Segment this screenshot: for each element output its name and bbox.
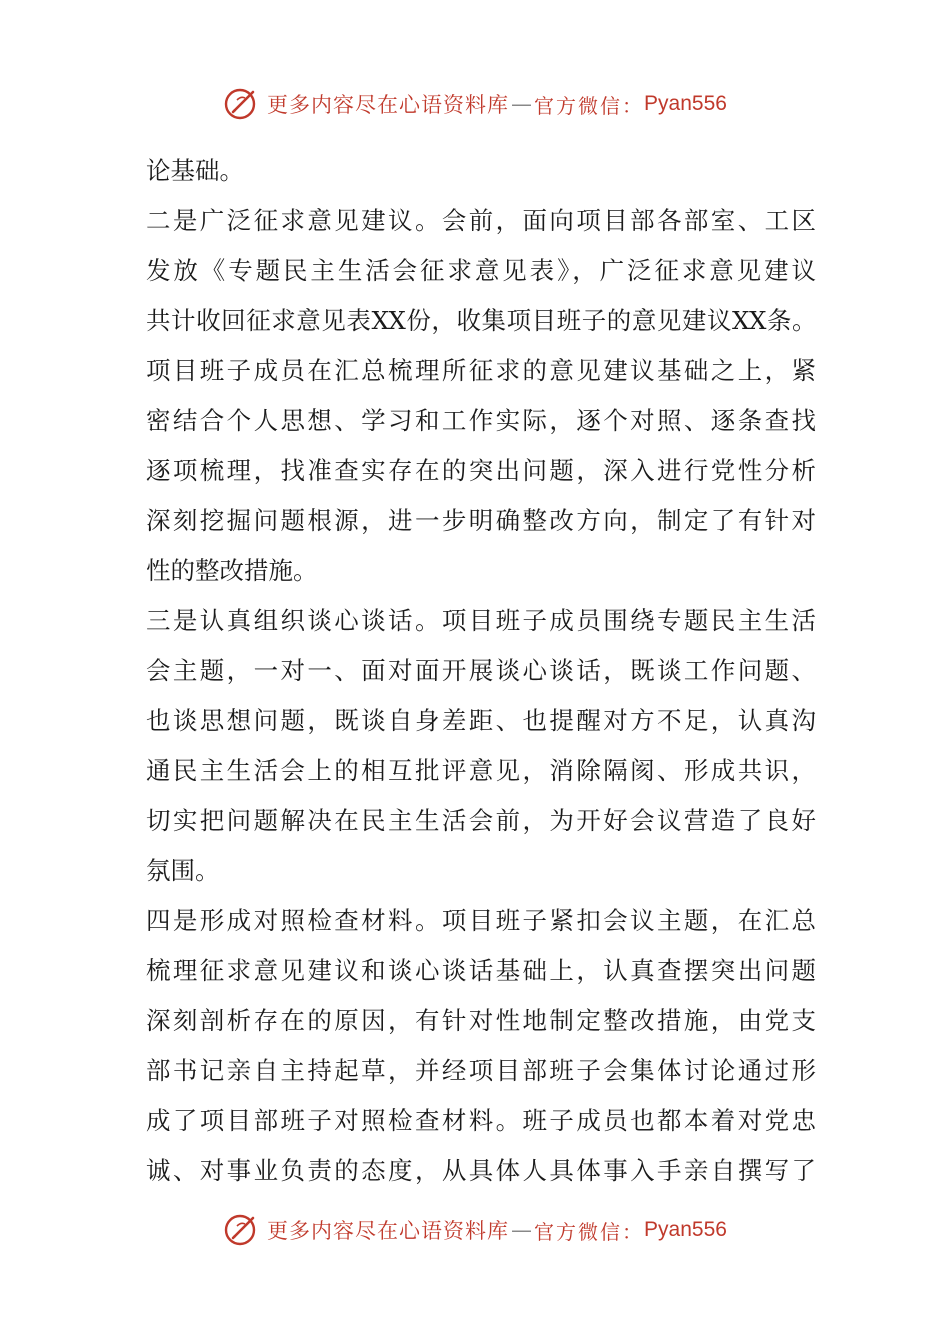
text-line: 发放《专题民主生活会征求意见表》，广泛征求意见建议 xyxy=(146,256,816,285)
text-line: 密结合个人思想、学习和工作实际，逐个对照、逐条查找 xyxy=(146,406,816,435)
text-line: 部书记亲自主持起草，并经项目部班子会集体讨论通过形 xyxy=(146,1056,816,1085)
pen-logo-icon xyxy=(223,86,261,122)
text-line: 二是广泛征求意见建议。会前，面向项目部各部室、工区 xyxy=(146,206,816,235)
text-line: 会主题，一对一、面对面开展谈心谈话，既谈工作问题、 xyxy=(146,656,816,685)
text-line: 四是形成对照检查材料。项目班子紧扣会议主题，在汇总 xyxy=(146,906,816,935)
text-line: 逐项梳理，找准查实存在的突出问题，深入进行党性分析 xyxy=(146,456,816,485)
text-line: 论基础。 xyxy=(146,156,244,185)
text-line: 也谈思想问题，既谈自身差距、也提醒对方不足，认真沟 xyxy=(146,706,816,735)
banner-wechat-id: Pyan556 xyxy=(644,92,727,115)
banner-dash: — xyxy=(511,92,533,116)
text-line: 共计收回征求意见表XX份，收集项目班子的意见建议XX条。 xyxy=(146,306,816,335)
footer-watermark-banner xyxy=(0,1208,950,1252)
header-watermark-banner xyxy=(0,82,950,126)
banner-wechat-label: 官方微信： xyxy=(534,93,645,118)
text-line: 深刻挖掘问题根源，进一步明确整改方向，制定了有针对 xyxy=(146,506,816,535)
document-body xyxy=(146,146,816,1196)
text-line: 成了项目部班子对照检查材料。班子成员也都本着对党忠 xyxy=(146,1106,816,1135)
pen-logo-icon xyxy=(223,1212,261,1248)
banner-wechat-label: 官方微信： xyxy=(534,1219,645,1244)
text-line: 性的整改措施。 xyxy=(146,556,318,585)
text-line: 氛围。 xyxy=(146,856,220,885)
text-line: 通民主生活会上的相互批评意见，消除隔阂、形成共识， xyxy=(146,756,816,785)
text-line: 三是认真组织谈心谈话。项目班子成员围绕专题民主生活 xyxy=(146,606,816,635)
text-line: 梳理征求意见建议和谈心谈话基础上，认真查摆突出问题 xyxy=(146,956,816,985)
banner-dash: — xyxy=(511,1218,533,1242)
text-line: 诚、对事业负责的态度，从具体人具体事入手亲自撰写了 xyxy=(146,1156,816,1185)
text-line: 深刻剖析存在的原因，有针对性地制定整改措施，由党支 xyxy=(146,1006,816,1035)
text-line: 项目班子成员在汇总梳理所征求的意见建议基础之上，紧 xyxy=(146,356,816,385)
banner-main-text: 更多内容尽在心语资料库 xyxy=(267,93,510,117)
banner-wechat-id: Pyan556 xyxy=(644,1218,727,1241)
banner-main-text: 更多内容尽在心语资料库 xyxy=(267,1219,510,1243)
text-line: 切实把问题解决在民主生活会前，为开好会议营造了良好 xyxy=(146,806,816,835)
